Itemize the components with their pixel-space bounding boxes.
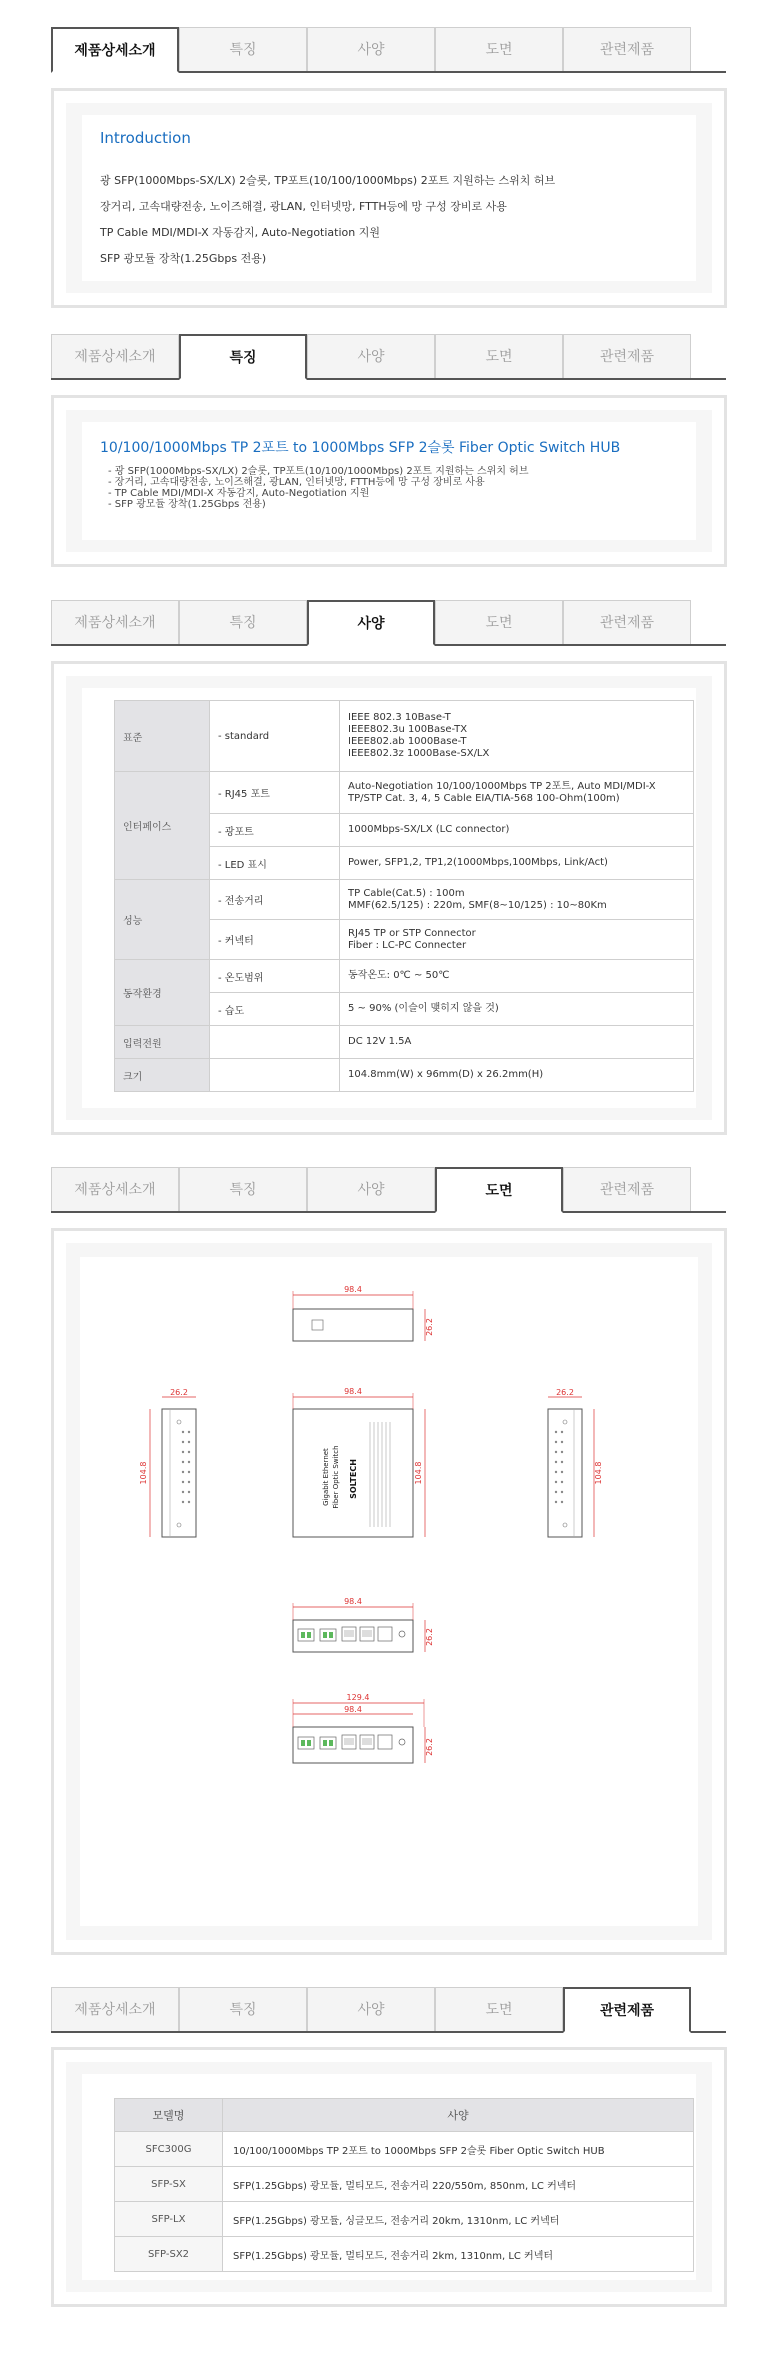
- tab-spec[interactable]: 사양: [307, 1987, 435, 2031]
- dim-depth: 104.8: [594, 1461, 603, 1485]
- intro-line: SFP 광모듈 장착(1.25Gbps 전용): [100, 252, 267, 265]
- tab-features[interactable]: 특징: [179, 334, 307, 380]
- dim-width: 98.4: [344, 1387, 362, 1396]
- feature-line: - TP Cable MDI/MDI-X 자동감지, Auto-Negotiation 지원: [108, 488, 370, 499]
- spec-value: 104.8mm(W) x 96mm(D) x 26.2mm(H): [340, 1059, 694, 1092]
- related-inner: [66, 2062, 712, 2292]
- spec-row: [115, 1059, 694, 1092]
- table-row[interactable]: [115, 2202, 694, 2237]
- spec-value: 5 ~ 90% (이슬이 맺히지 않을 것): [340, 993, 694, 1026]
- column-header-model: 모델명: [115, 2099, 223, 2132]
- tab-features[interactable]: 특징: [179, 1167, 307, 1211]
- tab-intro[interactable]: 제품상세소개: [51, 1987, 179, 2031]
- features-title: 10/100/1000Mbps TP 2포트 to 1000Mbps SFP 2슬롯 Fiber Optic Switch HUB: [100, 440, 621, 456]
- spec-value: Power, SFP1,2, TP1,2(1000Mbps,100Mbps, Link/Act): [340, 847, 694, 880]
- spec-table: [114, 700, 694, 1092]
- dim-height: 26.2: [425, 1318, 434, 1336]
- drawing-inner: [66, 1243, 712, 1940]
- dim-depth: 104.8: [139, 1461, 148, 1485]
- spec-value: IEEE 802.3 10Base-T IEEE802.3u 100Base-TX IEEE802.ab 1000Base-T IEEE802.3z 1000Base-SX/LX: [340, 701, 694, 772]
- spec-subitem: - 온도범위: [210, 960, 340, 993]
- tab-intro[interactable]: 제품상세소개: [51, 1167, 179, 1211]
- features-frame: [51, 395, 727, 567]
- top-view: [293, 1285, 434, 1341]
- spec-subitem: - LED 표시: [210, 847, 340, 880]
- drawing-frame: [51, 1228, 727, 1955]
- related-model[interactable]: SFP-SX2: [115, 2237, 223, 2272]
- tab-related[interactable]: 관련제품: [563, 1987, 691, 2033]
- features-inner: [66, 410, 712, 552]
- related-header-row: [115, 2099, 694, 2132]
- spec-value: 동작온도: 0℃ ~ 50℃: [340, 960, 694, 993]
- intro-title: Introduction: [100, 129, 191, 147]
- spec-category: 성능: [115, 880, 210, 960]
- related-spec: SFP(1.25Gbps) 광모듈, 멀티모드, 전송거리 2km, 1310nm, LC 커넥터: [223, 2237, 694, 2272]
- tab-spec[interactable]: 사양: [307, 334, 435, 378]
- tab-drawing[interactable]: 도면: [435, 334, 563, 378]
- drawing-panel: [80, 1257, 698, 1926]
- spec-inner: [66, 676, 712, 1120]
- spec-frame: [51, 661, 727, 1135]
- dim-depth: 104.8: [414, 1461, 423, 1485]
- tab-drawing[interactable]: 도면: [435, 1167, 563, 1213]
- related-model[interactable]: SFC300G: [115, 2132, 223, 2167]
- dim-height: 26.2: [556, 1388, 574, 1397]
- dim-height: 26.2: [170, 1388, 188, 1397]
- related-model[interactable]: SFP-LX: [115, 2202, 223, 2237]
- tabbar-drawing: [51, 1167, 726, 1213]
- tabbar-features: [51, 334, 726, 380]
- spec-value: RJ45 TP or STP Connector Fiber : LC-PC Connecter: [340, 920, 694, 960]
- related-model[interactable]: SFP-SX: [115, 2167, 223, 2202]
- right-side-view: [548, 1388, 603, 1537]
- spec-category: 인터페이스: [115, 772, 210, 880]
- tabbar-intro: [51, 27, 726, 73]
- tabbar-spec: [51, 600, 726, 646]
- tab-features[interactable]: 특징: [179, 1987, 307, 2031]
- spec-row: [115, 772, 694, 814]
- spec-category: 입력전원: [115, 1026, 210, 1059]
- spec-row: [115, 880, 694, 920]
- device-label-line1: Gigabit Ethernet: [322, 1448, 330, 1506]
- spec-subitem: - 광포트: [210, 814, 340, 847]
- dim-width: 98.4: [344, 1285, 362, 1294]
- tab-spec[interactable]: 사양: [307, 1167, 435, 1211]
- related-frame: [51, 2047, 727, 2307]
- spec-subitem: - RJ45 포트: [210, 772, 340, 814]
- tab-intro[interactable]: 제품상세소개: [51, 27, 179, 73]
- tab-drawing[interactable]: 도면: [435, 1987, 563, 2031]
- intro-frame: [51, 88, 727, 308]
- front-view: [293, 1387, 425, 1537]
- feature-line: - 장거리, 고속대량전송, 노이즈해결, 광LAN, 인터넷망, FTTH등에 망 구성 장비로 사용: [108, 477, 485, 488]
- dim-height: 26.2: [425, 1628, 434, 1646]
- tab-drawing[interactable]: 도면: [435, 27, 563, 71]
- tab-spec[interactable]: 사양: [307, 27, 435, 71]
- column-header-spec: 사양: [223, 2099, 694, 2132]
- tab-features[interactable]: 특징: [179, 27, 307, 71]
- features-panel: [82, 422, 696, 540]
- intro-line: 광 SFP(1000Mbps-SX/LX) 2슬롯, TP포트(10/100/1000Mbps) 2포트 지원하는 스위치 허브: [100, 174, 556, 187]
- spec-value: TP Cable(Cat.5) : 100m MMF(62.5/125) : 220m, SMF(8~10/125) : 10~80Km: [340, 880, 694, 920]
- spec-category: 동작환경: [115, 960, 210, 1026]
- tab-related[interactable]: 관련제품: [563, 27, 691, 71]
- spec-subitem: - 커넥터: [210, 920, 340, 960]
- spec-value: DC 12V 1.5A: [340, 1026, 694, 1059]
- feature-line: - 광 SFP(1000Mbps-SX/LX) 2슬롯, TP포트(10/100/1000Mbps) 2포트 지원하는 스위치 허브: [108, 466, 529, 477]
- technical-drawing: [80, 1257, 696, 1925]
- spec-category: 크기: [115, 1059, 210, 1092]
- device-label-line2: Fiber Optic Switch: [332, 1445, 340, 1509]
- spec-row: [115, 1026, 694, 1059]
- spec-subitem: - standard: [210, 701, 340, 772]
- tab-related[interactable]: 관련제품: [563, 600, 691, 644]
- dim-width: 98.4: [344, 1705, 362, 1714]
- table-row[interactable]: [115, 2237, 694, 2272]
- table-row[interactable]: [115, 2167, 694, 2202]
- left-side-view: [139, 1388, 196, 1537]
- intro-inner: [66, 103, 712, 293]
- spec-value: Auto-Negotiation 10/100/1000Mbps TP 2포트, Auto MDI/MDI-X TP/STP Cat. 3, 4, 5 Cable EIA/TIA-568 100-Ohm(100m): [340, 772, 694, 814]
- related-spec: SFP(1.25Gbps) 광모듈, 멀티모드, 전송거리 220/550m, 850nm, LC 커넥터: [223, 2167, 694, 2202]
- spec-subitem: - 전송거리: [210, 880, 340, 920]
- dim-height: 26.2: [425, 1738, 434, 1756]
- rear-view: [293, 1597, 434, 1652]
- tab-spec[interactable]: 사양: [307, 600, 435, 646]
- rear-view-overall: [293, 1693, 434, 1763]
- related-panel: [82, 2074, 696, 2280]
- device-brand: SOLTECH: [349, 1459, 358, 1499]
- intro-line: TP Cable MDI/MDI-X 자동감지, Auto-Negotiation 지원: [100, 226, 380, 239]
- dim-width: 98.4: [344, 1597, 362, 1606]
- spec-subitem: [210, 1059, 340, 1092]
- table-row[interactable]: [115, 2132, 694, 2167]
- dim-total: 129.4: [346, 1693, 370, 1702]
- related-table: [114, 2098, 694, 2272]
- spec-subitem: - 습도: [210, 993, 340, 1026]
- intro-line: 장거리, 고속대량전송, 노이즈해결, 광LAN, 인터넷망, FTTH등에 망 구성 장비로 사용: [100, 200, 507, 213]
- tab-intro[interactable]: 제품상세소개: [51, 600, 179, 644]
- related-spec: SFP(1.25Gbps) 광모듈, 싱글모드, 전송거리 20km, 1310nm, LC 커넥터: [223, 2202, 694, 2237]
- feature-line: - SFP 광모듈 장착(1.25Gbps 전용): [108, 499, 266, 510]
- related-spec: 10/100/1000Mbps TP 2포트 to 1000Mbps SFP 2슬롯 Fiber Optic Switch HUB: [223, 2132, 694, 2167]
- tabbar-related: [51, 1987, 726, 2033]
- tab-intro[interactable]: 제품상세소개: [51, 334, 179, 378]
- tab-drawing[interactable]: 도면: [435, 600, 563, 644]
- spec-subitem: [210, 1026, 340, 1059]
- tab-related[interactable]: 관련제품: [563, 334, 691, 378]
- tab-related[interactable]: 관련제품: [563, 1167, 691, 1211]
- spec-row: [115, 701, 694, 772]
- spec-panel: [82, 688, 696, 1108]
- intro-panel: [82, 115, 696, 281]
- tab-features[interactable]: 특징: [179, 600, 307, 644]
- spec-row: [115, 960, 694, 993]
- spec-value: 1000Mbps-SX/LX (LC connector): [340, 814, 694, 847]
- spec-category: 표준: [115, 701, 210, 772]
